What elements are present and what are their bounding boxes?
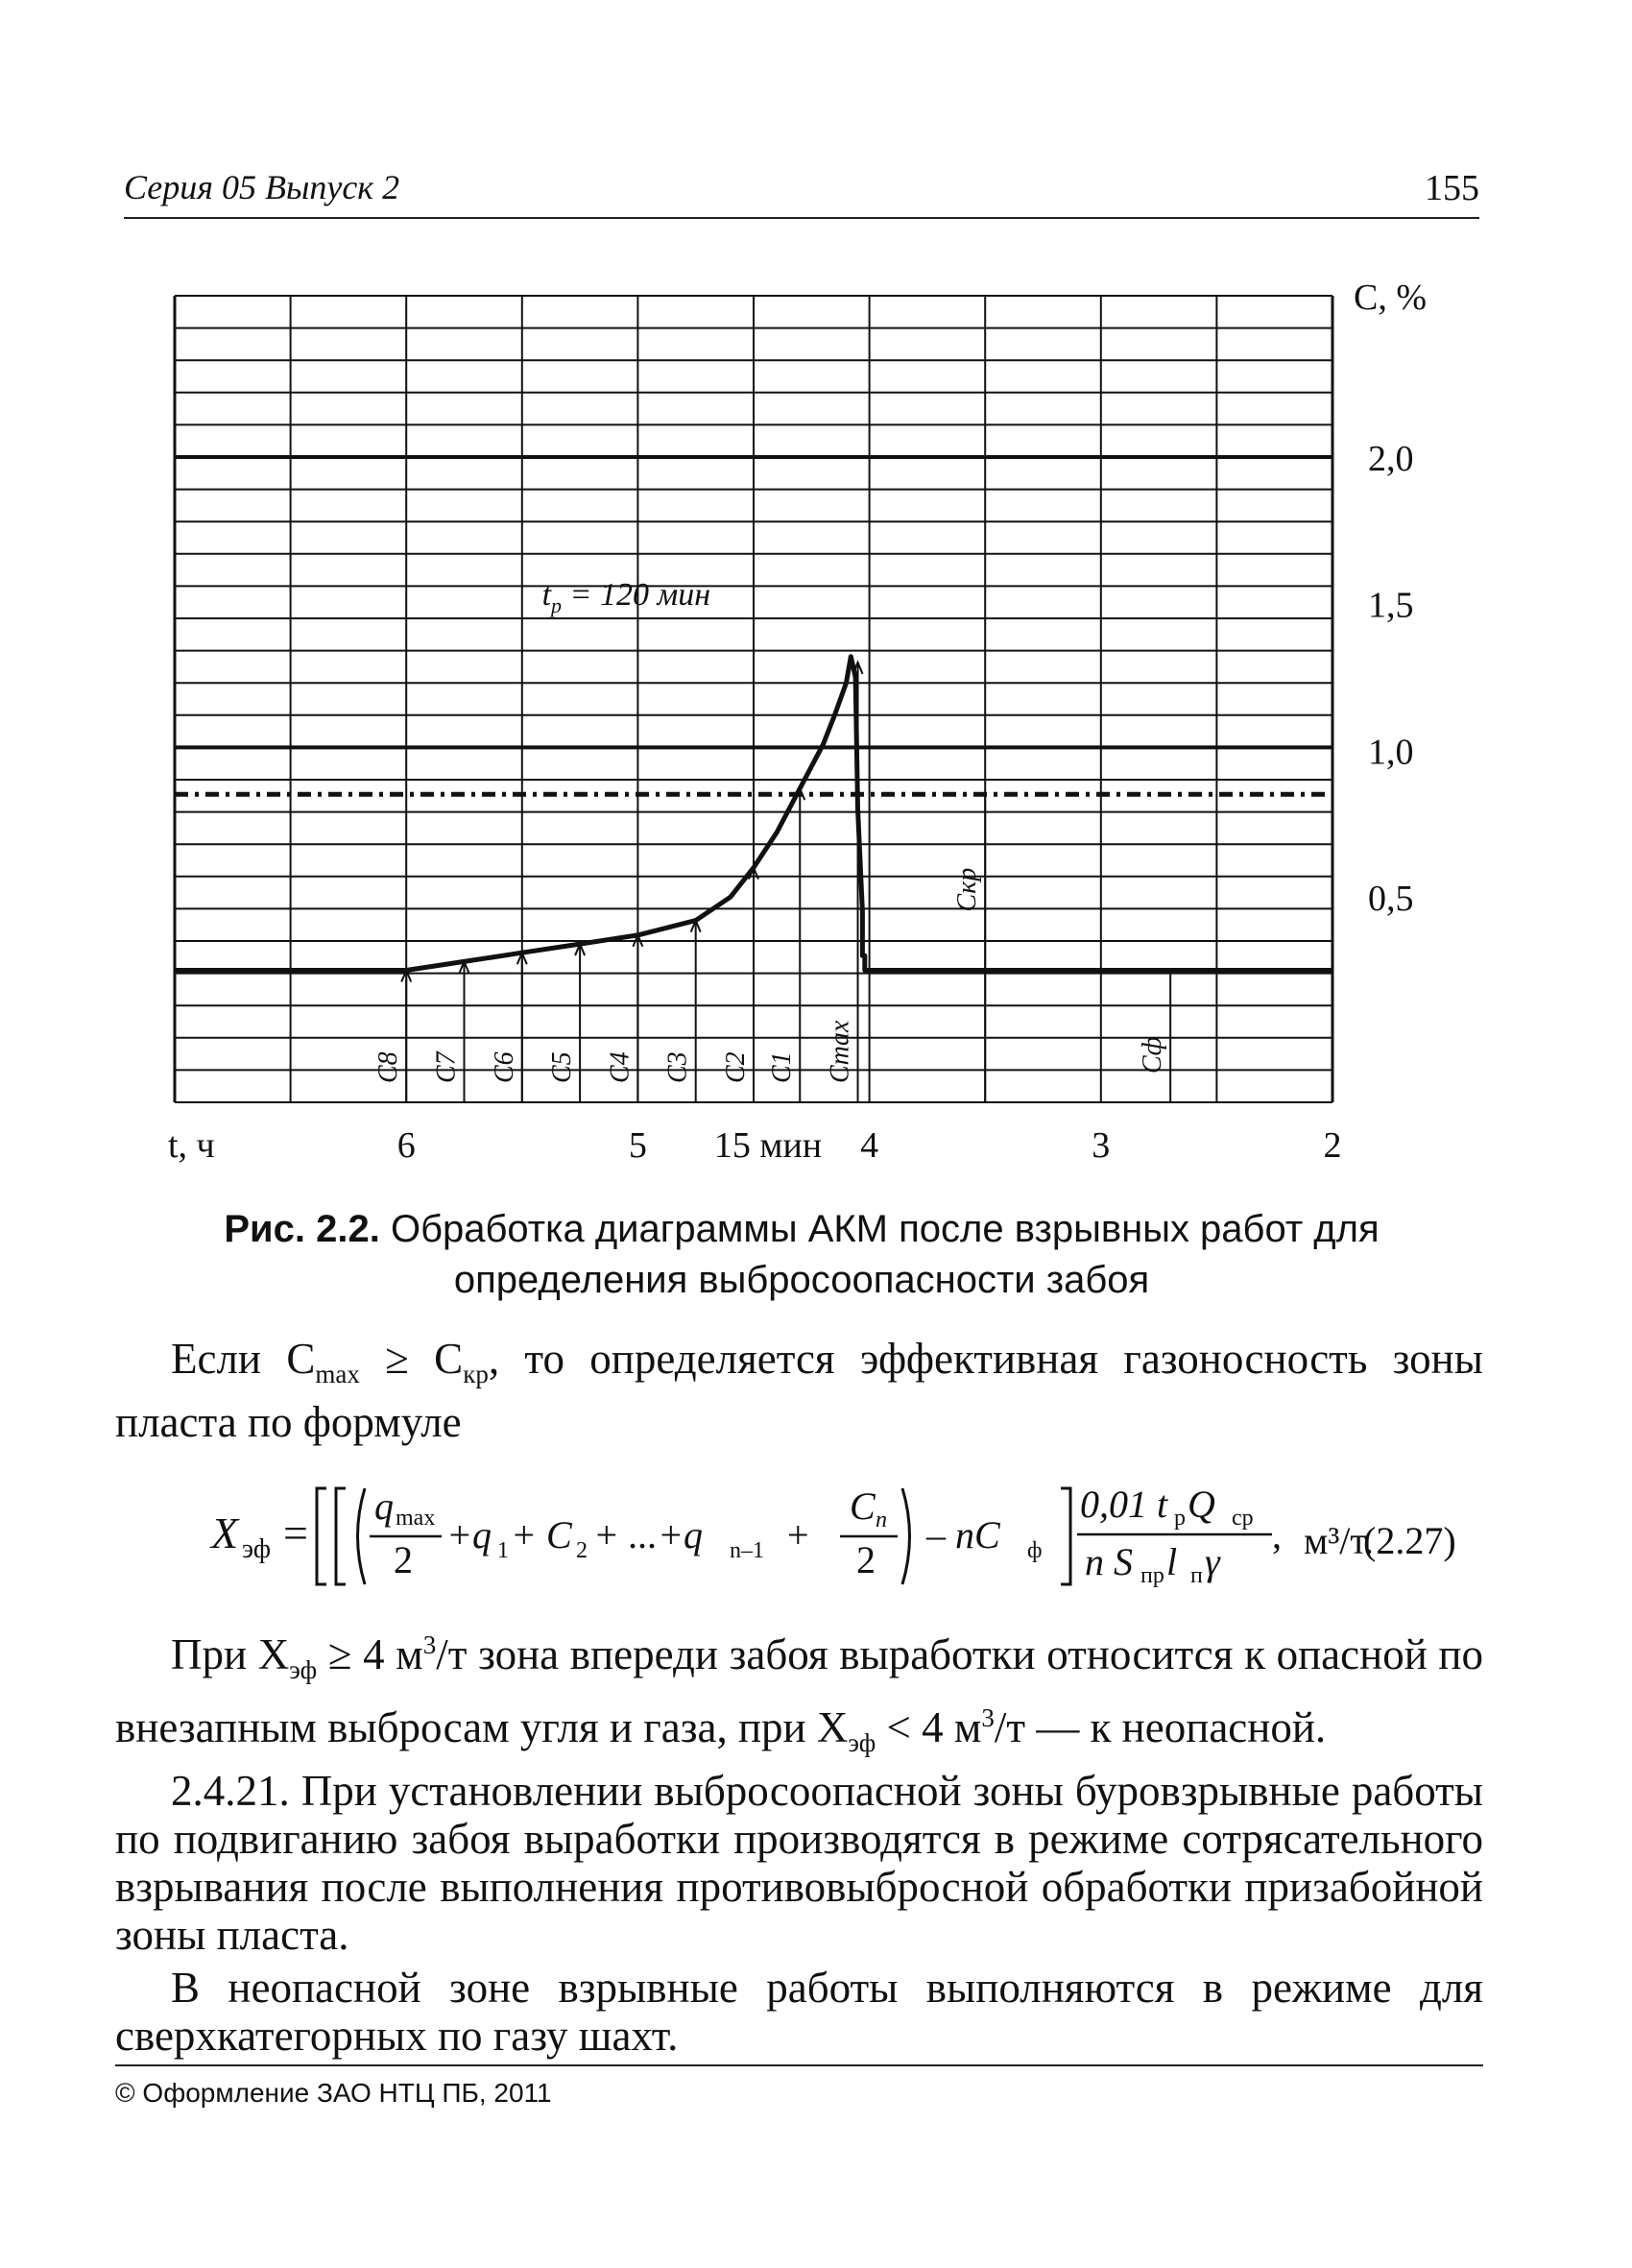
c-label: C6	[489, 1051, 519, 1083]
caption-number: Рис. 2.2.	[224, 1208, 380, 1250]
y-tick-label: 1,0	[1368, 732, 1414, 773]
formula-paren-right	[902, 1488, 910, 1584]
formula-two-2: 2	[856, 1538, 876, 1581]
formula-paren-left	[358, 1488, 366, 1584]
p2-text-e: /т — к неопасной.	[994, 1703, 1327, 1751]
c-label: Cmax	[825, 1020, 855, 1083]
formula-minus-sub: ф	[1027, 1538, 1043, 1563]
c-label: C4	[605, 1051, 636, 1083]
formula-number: (2.27)	[1363, 1519, 1456, 1562]
formula-2-27	[115, 1460, 1483, 1604]
p2-sub-ef: эф	[289, 1655, 318, 1684]
c-label: C2	[721, 1051, 751, 1083]
p2-text-d: < 4 м	[876, 1703, 982, 1751]
interval-label: 15 мин	[713, 1125, 823, 1166]
formula-num-sub2: ср	[1232, 1506, 1254, 1531]
x-tick-label: 5	[628, 1125, 647, 1166]
formula-bracket-right	[1061, 1488, 1070, 1584]
c-label: C1	[767, 1051, 798, 1083]
x-tick-label: 6	[396, 1125, 416, 1166]
formula-den3: γ	[1205, 1540, 1220, 1583]
formula-num: 0,01 t	[1080, 1483, 1168, 1526]
y-tick-label: 0,5	[1368, 879, 1414, 920]
formula-mid-sub3: n–1	[730, 1538, 764, 1563]
p1-text-c: , то определяется эффективная газоносность зоны пласта по формуле	[115, 1335, 1483, 1446]
formula-mid4: +	[787, 1513, 809, 1556]
y-tick-label: 1,5	[1368, 585, 1414, 626]
series-title: Серия 05 Выпуск 2	[124, 168, 400, 206]
c-label: C7	[431, 1051, 462, 1083]
paragraph-2	[115, 1621, 1483, 1767]
figure-caption	[124, 1204, 1479, 1306]
paragraph-3	[115, 1767, 1483, 1959]
formula-den-sub2: п	[1190, 1563, 1203, 1588]
p2-sub-ef-2: эф	[848, 1728, 876, 1757]
p1-sub-max: max	[315, 1360, 360, 1388]
formula-mid-sub1: 1	[497, 1538, 509, 1563]
formula-den: n S	[1085, 1540, 1133, 1583]
p1-text-a: Если C	[171, 1335, 316, 1383]
chart-labels	[168, 277, 1427, 1166]
p2-sup-2: 3	[981, 1703, 995, 1732]
formula-equals: =	[283, 1508, 308, 1557]
cf-label: Cф	[1138, 1036, 1168, 1074]
formula-den2: l	[1166, 1540, 1178, 1583]
formula-cn-sub: n	[876, 1508, 887, 1532]
formula-qmax: q	[374, 1484, 394, 1528]
formula-lhs: X	[211, 1508, 239, 1557]
paragraph-1	[115, 1335, 1483, 1446]
x-axis-label: t, ч	[168, 1125, 215, 1166]
p3-text: 2.4.21. При установлении выбросоопасной зоны буровзрывные работы по подвиганию забоя выработки производятся в режиме сотрясательного взрывания после выполнения противовыбросной обработки призабойной зоны пласта.	[115, 1767, 1483, 1959]
c-label: C5	[547, 1051, 578, 1083]
c-label: C8	[373, 1051, 404, 1083]
formula-mid-sub2: 2	[576, 1538, 588, 1563]
p2-sup: 3	[422, 1630, 437, 1659]
p2-text-c: /т зона впереди забоя выработки относится к опасной по внезапным выбросам угля и газа, при X	[115, 1630, 1483, 1751]
formula-comma: ,	[1272, 1513, 1282, 1556]
p4-text: В неопасной зоне взрывные работы выполняются в режиме для сверхкатегорных по газу шахт.	[115, 1964, 1483, 2060]
x-tick-label: 2	[1323, 1125, 1342, 1166]
page-number: 155	[1425, 168, 1479, 208]
caption-text: Обработка диаграммы АКМ после взрывных работ для определения выбросоопасности забоя	[390, 1208, 1380, 1301]
formula-num-sub1: р	[1174, 1506, 1186, 1531]
formula-mid: +q	[446, 1513, 492, 1556]
ckr-label: Cкр	[952, 867, 983, 912]
formula-cn: C	[850, 1484, 876, 1528]
formula-qmax-sub: max	[396, 1506, 436, 1531]
x-tick-label: 4	[860, 1125, 879, 1166]
p2-text-a: При X	[171, 1630, 290, 1678]
formula-mid2: + C	[511, 1513, 572, 1556]
formula-den-sub1: пр	[1140, 1563, 1164, 1588]
y-axis-label: С, %	[1354, 277, 1427, 318]
formula-minus: – nC	[926, 1513, 1000, 1556]
p2-text-b: ≥ 4 м	[317, 1630, 423, 1678]
formula-two-1: 2	[394, 1538, 413, 1581]
formula-brackets-left	[317, 1488, 346, 1584]
formula-num2: Q	[1188, 1483, 1215, 1526]
x-tick-label: 3	[1092, 1125, 1111, 1166]
footer-copyright: © Оформление ЗАО НТЦ ПБ, 2011	[115, 2078, 552, 2108]
page-footer	[115, 2064, 1483, 2108]
p1-sub-kr: кр	[463, 1360, 489, 1388]
c-label: C3	[662, 1051, 693, 1083]
tp-label: $t_р = 120$ мин	[541, 577, 711, 617]
paragraph-4	[115, 1964, 1483, 2060]
formula-lhs-sub: эф	[242, 1534, 271, 1564]
formula-mid3: + ...+q	[593, 1513, 703, 1556]
p1-text-b: ≥ C	[359, 1335, 464, 1383]
formula-unit: м³/т.	[1304, 1519, 1374, 1562]
y-tick-label: 2,0	[1368, 439, 1414, 479]
